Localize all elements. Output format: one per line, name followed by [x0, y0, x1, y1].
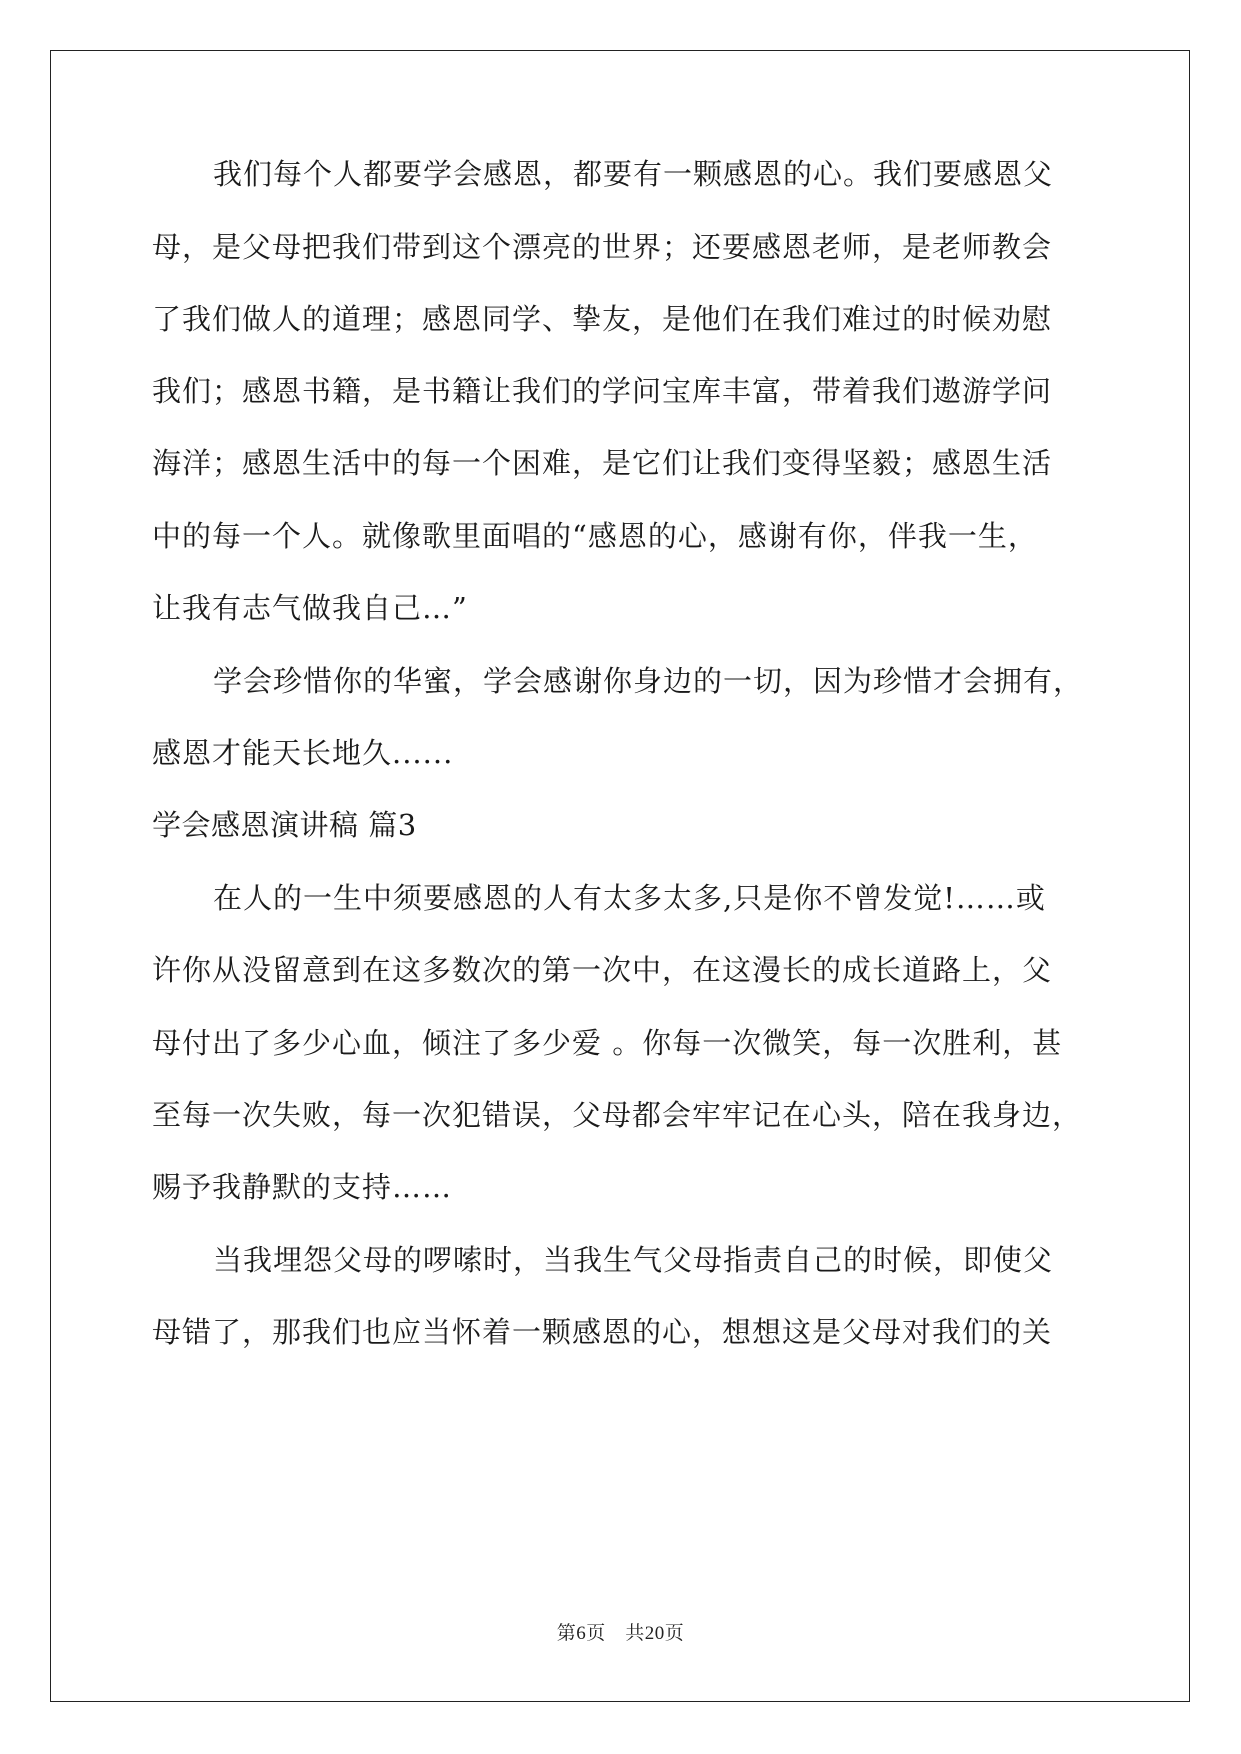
paragraph-3-line-5: 赐予我静默的支持…… — [152, 1170, 453, 1204]
paragraph-4-line-1: 当我埋怨父母的啰嗦时，当我生气父母指责自己的时候，即使父 — [213, 1243, 1054, 1277]
paragraph-1-line-3: 了我们做人的道理；感恩同学、挚友，是他们在我们难过的时候劝慰 — [152, 302, 1053, 336]
page-number-footer: 第6页 共20页 — [556, 1623, 685, 1644]
page-border — [50, 50, 1190, 1702]
paragraph-3-line-4: 至每一次失败，每一次犯错误，父母都会牢牢记在心头，陪在我身边， — [152, 1098, 1083, 1132]
paragraph-1-line-2: 母，是父母把我们带到这个漂亮的世界；还要感恩老师，是老师教会 — [152, 230, 1053, 264]
paragraph-1-line-5: 海洋；感恩生活中的每一个困难，是它们让我们变得坚毅；感恩生活 — [152, 446, 1053, 480]
paragraph-1-line-4: 我们；感恩书籍，是书籍让我们的学问宝库丰富，带着我们遨游学问 — [152, 374, 1053, 408]
paragraph-3-line-3: 母付出了多少心血，倾注了多少爱 。你每一次微笑，每一次胜利，甚 — [152, 1026, 1063, 1060]
paragraph-2-line-2: 感恩才能天长地久...... — [152, 736, 454, 770]
paragraph-4-line-2: 母错了，那我们也应当怀着一颗感恩的心，想想这是父母对我们的关 — [152, 1315, 1053, 1349]
paragraph-1-line-1: 我们每个人都要学会感恩，都要有一颗感恩的心。我们要感恩父 — [213, 157, 1054, 191]
paragraph-1-line-6: 中的每一个人。就像歌里面唱的“感恩的心，感谢有你，伴我一生， — [152, 519, 1038, 553]
paragraph-1-line-7: 让我有志气做我自己…” — [152, 591, 468, 625]
paragraph-3-line-2: 许你从没留意到在这多数次的第一次中，在这漫长的成长道路上，父 — [152, 953, 1053, 987]
section-heading: 学会感恩演讲稿 篇3 — [152, 808, 417, 842]
paragraph-3-line-1: 在人的一生中须要感恩的人有太多太多,只是你不曾发觉!……或 — [213, 881, 1046, 915]
paragraph-2-line-1: 学会珍惜你的华蜜，学会感谢你身边的一切，因为珍惜才会拥有， — [213, 664, 1084, 698]
